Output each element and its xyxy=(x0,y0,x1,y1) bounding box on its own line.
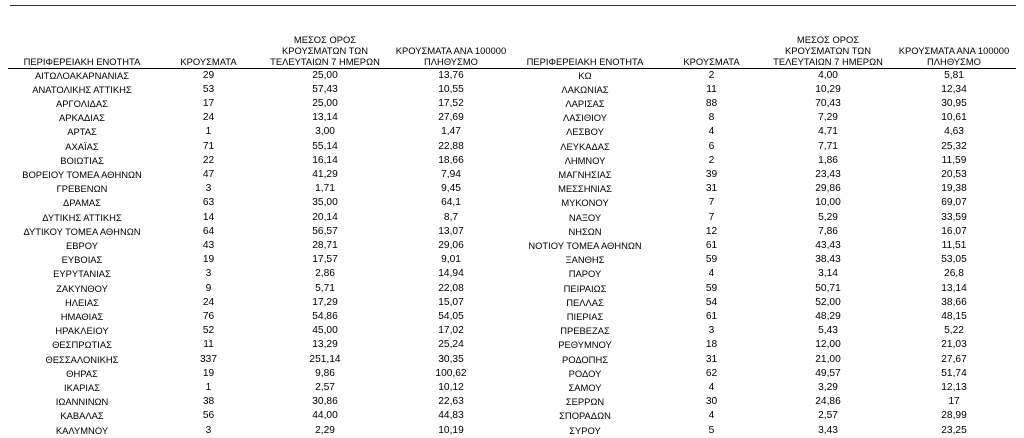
table-row xyxy=(511,253,1016,267)
table-row xyxy=(511,225,1016,239)
table-row xyxy=(8,310,513,324)
cell-per-100k: 20,53 xyxy=(941,168,967,180)
cell-cases: 24 xyxy=(202,296,215,308)
table-row xyxy=(8,97,513,111)
cell-per-100k: 9,01 xyxy=(441,254,461,266)
cell-avg-7-days: 25,00 xyxy=(312,97,338,109)
table-row xyxy=(8,353,513,367)
table-row xyxy=(8,140,513,154)
cell-cases: 18 xyxy=(705,339,718,351)
cell-per-100k: 19,38 xyxy=(941,183,967,195)
cell-per-100k: 38,66 xyxy=(941,296,967,308)
cell-avg-7-days: 35,00 xyxy=(312,197,338,209)
cell-avg-7-days: 2,57 xyxy=(818,410,838,422)
cell-region: ΗΜΑΘΙΑΣ xyxy=(60,310,104,322)
table-row xyxy=(511,83,1016,97)
cell-cases: 14 xyxy=(202,211,215,223)
table-row xyxy=(8,282,513,296)
cell-per-100k: 10,19 xyxy=(438,424,464,436)
cell-region: ΕΥΒΟΙΑΣ xyxy=(61,254,103,266)
cell-avg-7-days: 30,86 xyxy=(312,396,338,408)
cell-region: ΛΕΣΒΟΥ xyxy=(566,126,604,138)
table-row xyxy=(8,324,513,338)
cell-cases: 38 xyxy=(202,396,215,408)
cell-per-100k: 11,59 xyxy=(941,154,967,166)
cell-region: ΡΟΔΟΥ xyxy=(568,367,602,379)
cell-avg-7-days: 3,14 xyxy=(818,268,838,280)
cell-avg-7-days: 17,29 xyxy=(312,296,338,308)
cell-per-100k: 26,8 xyxy=(944,268,964,280)
cell-avg-7-days: 4,71 xyxy=(818,126,838,138)
cell-per-100k: 14,94 xyxy=(438,268,464,280)
cell-cases: 3 xyxy=(205,268,212,280)
cell-avg-7-days: 29,86 xyxy=(815,183,841,195)
table-row xyxy=(511,140,1016,154)
cell-avg-7-days: 41,29 xyxy=(312,168,338,180)
cell-cases: 7 xyxy=(708,197,715,209)
table-row xyxy=(511,395,1016,409)
header-cases: ΚΡΟΥΣΜΑΤΑ xyxy=(156,28,261,68)
cell-avg-7-days: 5,29 xyxy=(818,211,838,223)
cell-cases: 71 xyxy=(202,140,215,152)
cell-per-100k: 15,07 xyxy=(438,296,464,308)
cell-region: ΠΙΕΡΙΑΣ xyxy=(566,310,604,322)
cell-cases: 24 xyxy=(202,112,215,124)
header-avg-line2: ΚΡΟΥΣΜΑΤΩΝ ΤΩΝ xyxy=(784,44,872,56)
cell-per-100k: 12,34 xyxy=(941,83,967,95)
cell-cases: 88 xyxy=(705,97,718,109)
cell-avg-7-days: 7,29 xyxy=(818,112,838,124)
cell-per-100k: 29,06 xyxy=(438,239,464,251)
header-avg-line1: ΜΕΣΟΣ ΟΡΟΣ xyxy=(796,33,860,45)
table-row xyxy=(511,168,1016,182)
header-cases: ΚΡΟΥΣΜΑΤΑ xyxy=(659,28,764,68)
cell-region: ΙΩΑΝΝΙΝΩΝ xyxy=(55,396,109,408)
cell-cases: 4 xyxy=(708,126,715,138)
table-row xyxy=(8,409,513,423)
cell-cases: 47 xyxy=(202,168,215,180)
cell-per-100k: 22,88 xyxy=(438,140,464,152)
table-row xyxy=(511,125,1016,139)
header-avg-7-days xyxy=(261,28,389,68)
cell-avg-7-days: 9,86 xyxy=(315,367,335,379)
cell-per-100k: 1,47 xyxy=(441,126,461,138)
cell-region: ΡΕΘΥΜΝΟΥ xyxy=(558,339,612,351)
cell-region: ΘΕΣΠΡΩΤΙΑΣ xyxy=(52,339,112,351)
cell-cases: 11 xyxy=(706,83,717,95)
cell-cases: 1 xyxy=(205,381,212,393)
header-avg-line3: ΤΕΛΕΥΤΑΙΩΝ 7 ΗΜΕΡΩΝ xyxy=(270,55,380,67)
cell-region: ΠΡΕΒΕΖΑΣ xyxy=(560,325,610,337)
cell-region: ΑΡΓΟΛΙΔΑΣ xyxy=(56,97,108,109)
cell-avg-7-days: 4,00 xyxy=(818,69,838,81)
cell-region: ΣΑΜΟΥ xyxy=(568,381,602,393)
cell-per-100k: 22,08 xyxy=(438,282,464,294)
table-row xyxy=(8,154,513,168)
cell-cases: 39 xyxy=(705,168,718,180)
table-row xyxy=(511,296,1016,310)
cell-region: ΘΕΣΣΑΛΟΝΙΚΗΣ xyxy=(45,353,119,365)
cell-region: ΕΒΡΟΥ xyxy=(65,239,98,251)
cell-per-100k: 30,35 xyxy=(438,353,464,365)
cell-region: ΠΕΙΡΑΙΩΣ xyxy=(563,282,607,294)
header-per-100k xyxy=(892,28,1016,68)
cell-region: ΔΥΤΙΚΗΣ ΑΤΤΙΚΗΣ xyxy=(42,211,122,223)
cell-cases: 30 xyxy=(705,396,718,408)
cell-per-100k: 17,52 xyxy=(438,97,464,109)
cell-region: ΙΚΑΡΙΑΣ xyxy=(63,381,101,393)
cell-per-100k: 25,24 xyxy=(438,339,464,351)
table-row xyxy=(511,367,1016,381)
cell-cases: 61 xyxy=(705,239,718,251)
cell-cases: 12 xyxy=(705,225,718,237)
cell-cases: 3 xyxy=(708,325,715,337)
table-row xyxy=(8,296,513,310)
cases-table-left xyxy=(8,28,513,438)
cell-per-100k: 9,45 xyxy=(441,183,461,195)
header-avg-line3: ΤΕΛΕΥΤΑΙΩΝ 7 ΗΜΕΡΩΝ xyxy=(773,55,883,67)
cell-cases: 2 xyxy=(708,69,715,81)
header-row xyxy=(8,28,513,68)
cell-cases: 1 xyxy=(205,126,212,138)
cell-avg-7-days: 2,29 xyxy=(315,424,335,436)
table-row xyxy=(511,310,1016,324)
table-row xyxy=(511,381,1016,395)
table-row xyxy=(511,409,1016,423)
cell-avg-7-days: 1,71 xyxy=(315,183,335,195)
cell-cases: 31 xyxy=(705,353,718,365)
cell-avg-7-days: 20,14 xyxy=(312,211,338,223)
cell-per-100k: 13,14 xyxy=(941,282,967,294)
cell-avg-7-days: 48,29 xyxy=(815,310,841,322)
cell-avg-7-days: 12,00 xyxy=(815,339,841,351)
cell-avg-7-days: 3,00 xyxy=(315,126,335,138)
cell-cases: 8 xyxy=(708,112,715,124)
cell-avg-7-days: 25,00 xyxy=(312,69,338,81)
cell-region: ΛΗΜΝΟΥ xyxy=(564,154,606,166)
cell-avg-7-days: 52,00 xyxy=(815,296,841,308)
cell-per-100k: 33,59 xyxy=(941,211,967,223)
cases-table-right xyxy=(511,28,1016,438)
table-row xyxy=(8,111,513,125)
cell-region: ΔΥΤΙΚΟΥ ΤΟΜΕΑ ΑΘΗΝΩΝ xyxy=(23,225,141,237)
cell-region: ΣΕΡΡΩΝ xyxy=(565,396,605,408)
cell-per-100k: 64,1 xyxy=(441,197,461,209)
cell-region: ΘΗΡΑΣ xyxy=(66,367,98,379)
cell-cases: 6 xyxy=(708,140,715,152)
cell-avg-7-days: 10,29 xyxy=(815,83,841,95)
cell-per-100k: 53,05 xyxy=(941,254,967,266)
header-per100k-line1: ΚΡΟΥΣΜΑΤΑ ΑΝΑ 100000 xyxy=(898,44,1010,56)
table-body-right xyxy=(511,68,1016,438)
top-rule xyxy=(10,5,1016,6)
cell-per-100k: 17,02 xyxy=(438,325,464,337)
cell-cases: 62 xyxy=(705,367,718,379)
cell-region: ΚΑΛΥΜΝΟΥ xyxy=(55,424,109,436)
cell-region: ΜΥΚΟΝΟΥ xyxy=(561,197,609,209)
table-row xyxy=(8,367,513,381)
cell-avg-7-days: 43,43 xyxy=(815,239,841,251)
cell-per-100k: 11,51 xyxy=(941,239,967,251)
header-per100k-line2: ΠΛΗΘΥΣΜΟ xyxy=(927,55,981,67)
cell-region: ΕΥΡΥΤΑΝΙΑΣ xyxy=(53,268,111,280)
cell-avg-7-days: 57,43 xyxy=(312,83,338,95)
cell-per-100k: 54,05 xyxy=(438,310,464,322)
table-row xyxy=(8,182,513,196)
cell-cases: 17 xyxy=(202,97,215,109)
cell-avg-7-days: 44,00 xyxy=(312,410,338,422)
cell-cases: 4 xyxy=(708,410,715,422)
table-row xyxy=(511,239,1016,253)
cell-per-100k: 10,12 xyxy=(438,381,464,393)
cell-cases: 3 xyxy=(205,183,212,195)
cell-per-100k: 10,55 xyxy=(438,83,464,95)
cell-cases: 19 xyxy=(202,254,215,266)
cell-cases: 2 xyxy=(708,154,715,166)
table-row xyxy=(511,282,1016,296)
cell-cases: 3 xyxy=(205,424,212,436)
cell-cases: 29 xyxy=(202,69,215,81)
cell-cases: 4 xyxy=(708,268,715,280)
cell-per-100k: 23,25 xyxy=(941,424,967,436)
cell-per-100k: 8,7 xyxy=(443,211,459,223)
cell-region: ΚΑΒΑΛΑΣ xyxy=(60,410,104,422)
cell-avg-7-days: 17,57 xyxy=(312,254,338,266)
table-row xyxy=(8,381,513,395)
cell-region: ΑΝΑΤΟΛΙΚΗΣ ΑΤΤΙΚΗΣ xyxy=(32,83,132,95)
cell-per-100k: 69,07 xyxy=(941,197,967,209)
cell-per-100k: 7,94 xyxy=(441,168,461,180)
cell-per-100k: 12,13 xyxy=(941,381,967,393)
cell-region: ΖΑΚΥΝΘΟΥ xyxy=(56,282,108,294)
cell-cases: 7 xyxy=(708,211,715,223)
cell-region: ΜΕΣΣΗΝΙΑΣ xyxy=(558,183,612,195)
cell-cases: 43 xyxy=(202,239,215,251)
cell-avg-7-days: 49,57 xyxy=(815,367,841,379)
table-row xyxy=(8,196,513,210)
cell-per-100k: 48,15 xyxy=(941,310,967,322)
cell-region: ΗΛΕΙΑΣ xyxy=(65,296,99,308)
cell-avg-7-days: 13,29 xyxy=(312,339,338,351)
cell-cases: 31 xyxy=(705,183,718,195)
table-row xyxy=(511,338,1016,352)
cell-avg-7-days: 2,86 xyxy=(315,268,335,280)
cell-region: ΒΟΡΕΙΟΥ ΤΟΜΕΑ ΑΘΗΝΩΝ xyxy=(22,168,142,180)
header-region: ΠΕΡΙΦΕΡΕΙΑΚΗ ΕΝΟΤΗΤΑ xyxy=(8,28,156,68)
cell-avg-7-days: 45,00 xyxy=(312,325,338,337)
cell-avg-7-days: 16,14 xyxy=(312,154,338,166)
header-region: ΠΕΡΙΦΕΡΕΙΑΚΗ ΕΝΟΤΗΤΑ xyxy=(511,28,659,68)
cell-per-100k: 21,03 xyxy=(941,339,967,351)
cell-cases: 54 xyxy=(705,296,718,308)
table-row xyxy=(511,196,1016,210)
cell-per-100k: 51,74 xyxy=(941,367,967,379)
table-row xyxy=(511,267,1016,281)
cell-avg-7-days: 7,71 xyxy=(818,140,838,152)
cell-avg-7-days: 54,86 xyxy=(312,310,338,322)
table-row xyxy=(8,225,513,239)
cell-region: ΒΟΙΩΤΙΑΣ xyxy=(60,154,104,166)
cell-region: ΣΠΟΡΑΔΩΝ xyxy=(559,410,611,422)
table-row xyxy=(511,324,1016,338)
cell-per-100k: 44,83 xyxy=(438,410,464,422)
table-row xyxy=(8,125,513,139)
cell-region: ΠΑΡΟΥ xyxy=(568,268,602,280)
cell-region: ΛΕΥΚΑΔΑΣ xyxy=(560,140,610,152)
cell-avg-7-days: 13,14 xyxy=(312,112,338,124)
cell-per-100k: 22,63 xyxy=(438,396,464,408)
cell-per-100k: 13,76 xyxy=(438,69,464,81)
cell-avg-7-days: 7,86 xyxy=(818,225,838,237)
header-per-100k xyxy=(389,28,513,68)
table-row xyxy=(8,168,513,182)
cell-avg-7-days: 10,00 xyxy=(815,197,841,209)
cell-region: ΗΡΑΚΛΕΙΟΥ xyxy=(55,325,109,337)
table-row xyxy=(8,68,513,83)
cell-region: ΑΡΚΑΔΙΑΣ xyxy=(59,112,105,124)
cell-cases: 53 xyxy=(202,83,215,95)
table-row xyxy=(8,253,513,267)
table-row xyxy=(511,111,1016,125)
table-row xyxy=(8,395,513,409)
cell-per-100k: 4,63 xyxy=(944,126,964,138)
cell-region: ΝΑΞΟΥ xyxy=(568,211,602,223)
table-row xyxy=(8,211,513,225)
cell-avg-7-days: 5,43 xyxy=(818,325,838,337)
cell-region: ΛΑΣΙΘΙΟΥ xyxy=(562,112,608,124)
cell-avg-7-days: 55,14 xyxy=(312,140,338,152)
cell-region: ΣΥΡΟΥ xyxy=(569,424,601,436)
cell-cases: 4 xyxy=(708,381,715,393)
cell-avg-7-days: 38,43 xyxy=(815,254,841,266)
cell-avg-7-days: 56,57 xyxy=(312,225,338,237)
cell-per-100k: 16,07 xyxy=(941,225,967,237)
header-row xyxy=(511,28,1016,68)
cell-per-100k: 5,81 xyxy=(944,69,964,81)
table-row xyxy=(8,267,513,281)
cell-cases: 19 xyxy=(202,367,215,379)
cell-avg-7-days: 23,43 xyxy=(815,168,841,180)
cell-per-100k: 10,61 xyxy=(941,112,967,124)
cell-avg-7-days: 251,14 xyxy=(309,353,341,365)
cell-avg-7-days: 2,57 xyxy=(315,381,335,393)
header-per100k-line2: ΠΛΗΘΥΣΜΟ xyxy=(424,55,478,67)
table-row xyxy=(511,353,1016,367)
cell-cases: 52 xyxy=(202,325,215,337)
table-row xyxy=(8,83,513,97)
cell-region: ΓΡΕΒΕΝΩΝ xyxy=(56,183,108,195)
cell-cases: 59 xyxy=(705,282,718,294)
cell-avg-7-days: 5,71 xyxy=(315,282,335,294)
header-per100k-line1: ΚΡΟΥΣΜΑΤΑ ΑΝΑ 100000 xyxy=(395,44,507,56)
table-row xyxy=(511,211,1016,225)
cell-cases: 59 xyxy=(705,254,718,266)
cell-per-100k: 18,66 xyxy=(438,154,464,166)
cell-region: ΑΡΤΑΣ xyxy=(67,126,97,138)
cell-region: ΛΑΡΙΣΑΣ xyxy=(565,97,605,109)
cell-per-100k: 17 xyxy=(948,396,960,408)
cell-per-100k: 28,99 xyxy=(941,410,967,422)
cell-avg-7-days: 21,00 xyxy=(815,353,841,365)
cell-cases: 11 xyxy=(203,339,214,351)
cell-cases: 56 xyxy=(202,410,215,422)
cell-cases: 5 xyxy=(708,424,715,436)
cell-avg-7-days: 3,29 xyxy=(818,381,838,393)
table-row xyxy=(511,97,1016,111)
cell-per-100k: 5,22 xyxy=(944,325,964,337)
cell-region: ΚΩ xyxy=(578,69,592,81)
table-row xyxy=(511,154,1016,168)
cell-region: ΝΟΤΙΟΥ ΤΟΜΕΑ ΑΘΗΝΩΝ xyxy=(528,239,642,251)
cell-region: ΑΙΤΩΛΟΑΚΑΡΝΑΝΙΑΣ xyxy=(34,69,130,81)
table-row xyxy=(511,68,1016,83)
cell-per-100k: 27,67 xyxy=(941,353,967,365)
cell-per-100k: 13,07 xyxy=(438,225,464,237)
cell-region: ΔΡΑΜΑΣ xyxy=(63,197,101,209)
cell-avg-7-days: 28,71 xyxy=(312,239,338,251)
cell-avg-7-days: 1,86 xyxy=(818,154,838,166)
header-avg-line2: ΚΡΟΥΣΜΑΤΩΝ ΤΩΝ xyxy=(281,44,369,56)
cell-region: ΡΟΔΟΠΗΣ xyxy=(561,353,609,365)
cell-avg-7-days: 50,71 xyxy=(815,282,841,294)
cell-avg-7-days: 3,43 xyxy=(818,424,838,436)
cell-per-100k: 25,32 xyxy=(941,140,967,152)
cell-per-100k: 27,69 xyxy=(438,112,464,124)
cell-avg-7-days: 70,43 xyxy=(815,97,841,109)
cell-per-100k: 100,62 xyxy=(435,367,467,379)
cell-region: ΜΑΓΝΗΣΙΑΣ xyxy=(558,168,612,180)
cell-cases: 22 xyxy=(202,154,215,166)
table-row xyxy=(8,239,513,253)
cell-per-100k: 30,95 xyxy=(941,97,967,109)
header-avg-line1: ΜΕΣΟΣ ΟΡΟΣ xyxy=(293,33,357,45)
cell-region: ΛΑΚΩΝΙΑΣ xyxy=(561,83,609,95)
cell-region: ΞΑΝΘΗΣ xyxy=(565,254,605,266)
cell-cases: 64 xyxy=(202,225,215,237)
cell-cases: 61 xyxy=(705,310,718,322)
cell-cases: 337 xyxy=(200,353,217,365)
cell-region: ΠΕΛΛΑΣ xyxy=(566,296,604,308)
header-avg-7-days xyxy=(764,28,892,68)
cell-region: ΝΗΣΩΝ xyxy=(568,225,602,237)
table-row xyxy=(511,182,1016,196)
cell-region: ΑΧΑΪΑΣ xyxy=(65,140,99,152)
cell-cases: 63 xyxy=(202,197,215,209)
table-row xyxy=(8,338,513,352)
table-body-left xyxy=(8,68,513,438)
cell-avg-7-days: 24,86 xyxy=(815,396,841,408)
cell-cases: 9 xyxy=(205,282,212,294)
cell-cases: 76 xyxy=(202,310,215,322)
